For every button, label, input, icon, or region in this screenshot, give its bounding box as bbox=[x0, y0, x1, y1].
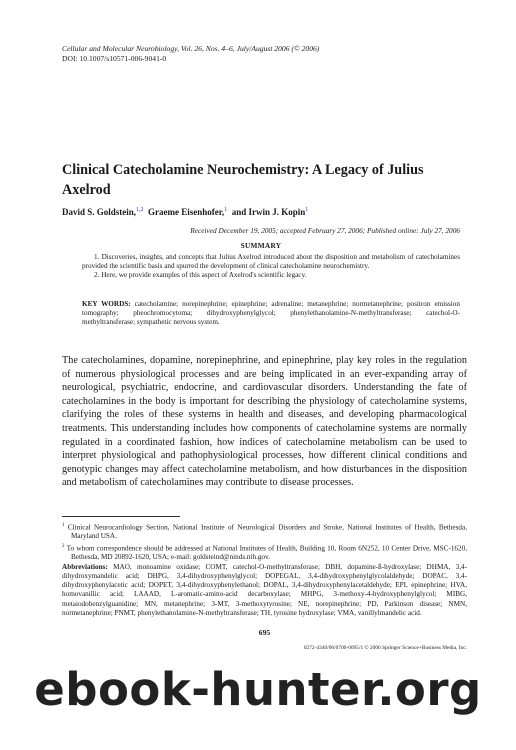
copyright-line: 0272-4340/06/0700-0695/1 © 2006 Springer Science+Business Media, Inc. bbox=[303, 645, 467, 651]
summary-heading: SUMMARY bbox=[240, 241, 282, 250]
author-affiliation-link[interactable]: 1 bbox=[305, 207, 309, 213]
footnote-2 bbox=[62, 542, 467, 563]
summary bbox=[82, 253, 460, 281]
footnote-text: Clinical Neurocardiology Section, National Institute of Neurological Disorders and Stroke, National Institutes of Health, Bethesda, Maryland USA. bbox=[67, 523, 467, 541]
journal-header bbox=[62, 44, 482, 64]
footnote-rule bbox=[62, 516, 180, 517]
summary-point: 2. Here, we provide examples of this aspect of Axelrod's scientific legacy. bbox=[94, 271, 307, 280]
abbreviations-text: MAO, monoamine oxidase; COMT, catechol-O-methyltransferase; DBH, dopamine-ß-hydroxylase; DHMA, 3,4-dihydroxymandelic acid; DHPG, 3,4-dihydroxyphenylglycol; DOPEGAL, 3,4-dihydroxyphenylglycolaldehyde; DOPAC, 3,4-dihydroxyphenylacetic acid; DOPET, 3,4-dihydroxyphenylethanol; DOPAL, 3,4-dihydroxyphenylacetaldehyde; EPI, epinephrine; HVA, homovanillic acid; LAAAD, L-aromatic-amino-acid decarboxylase; MHPG, 3-methoxy-4-hydroxyphenylglycol; MIBG, metaiodobenzylguanidine; MN, metanephrine; 3-MT, 3-methoxytyrosine; NE, norepinephrine; PD, Parkinson disease; NMN, normetanephrine; PNMT, phenylethanolamine-N-methyltransferase; TH, tyrosine hydroxylase; VMA, vanillylmandelic acid. bbox=[62, 563, 468, 617]
author-name: Graeme Eisenhofer, bbox=[148, 207, 225, 217]
footnotes bbox=[62, 521, 467, 618]
keywords-label: KEY WORDS: bbox=[82, 300, 131, 308]
footnote-mark: 2 bbox=[62, 543, 65, 549]
keywords bbox=[82, 300, 460, 328]
author-affiliation-link[interactable]: 1 bbox=[224, 207, 228, 213]
page-number: 695 bbox=[258, 628, 271, 637]
abbreviations-label: Abbreviations: bbox=[62, 563, 108, 572]
author-name: and Irwin J. Kopin bbox=[231, 207, 306, 217]
author-affiliation-link[interactable]: 1,2 bbox=[136, 207, 144, 213]
footnote-1 bbox=[62, 521, 467, 542]
body-paragraph: The catecholamines, dopamine, norepinephrine, and epinephrine, play key roles in the regulation of numerous physiological processes and are being implicated in an ever-expanding array of neurological, psychiatric, endocrine, and cardiovascular disorders. Understanding the fate of catecholamines in the body is important for describing the physiology of catecholamine systems, clarifying the roles of these systems in health and diseases, and developing pharmacological treatments. This understanding includes how components of catecholamine systems are normally regulated in a coordinated fashion, how indices of catecholamine metabolism can be used to interpret physiological and pathophysiological processes, how different clinical conditions and genotypic changes may affect catecholamine metabolism, and how disturbances in the disposition and metabolism of catecholamines may contribute to disease processes. bbox=[62, 355, 467, 489]
watermark: ebook-hunter.org bbox=[34, 663, 482, 716]
footnote-text: To whom correspondence should be addressed at National Institutes of Health, Building 10, Room 6N252, 10 Center Drive, MSC-1620, Bethesda, MD 20892-1620, USA; e-mail: goldsteind@ninds.nih.gov. bbox=[66, 543, 468, 562]
author-list bbox=[62, 207, 482, 217]
keywords-text: catecholamine; norepinephrine; epinephrine; adrenaline; metanephrine; normetanephrine; positron emission tomography; pheochromocytoma; dihydroxyphenylglycol; phenylethanolamine-N-methyltransferase; catechol-O-methyltransferase; sympathetic nervous system. bbox=[82, 300, 460, 327]
abbreviations bbox=[62, 563, 467, 618]
author-name: David S. Goldstein, bbox=[62, 207, 137, 217]
journal-citation: Cellular and Molecular Neurobiology, Vol. 26, Nos. 4–6, July/August 2006 (© 2006) bbox=[62, 44, 320, 53]
footnote-mark: 1 bbox=[62, 523, 65, 528]
summary-point: 1. Discoveries, insights, and concepts that Julius Axelrod introduced about the disposition and metabolism of catecholamines provided the scientific basis and spurred the development of clinical catecholamine neurochemistry. bbox=[82, 253, 460, 271]
doi: DOI: 10.1007/s10571-006-9041-0 bbox=[62, 54, 167, 63]
received-dates: Received December 19, 2005; accepted February 27, 2006; Published online: July 27, 2006 bbox=[190, 226, 460, 235]
article-title: Clinical Catecholamine Neurochemistry: A Legacy of Julius Axelrod bbox=[62, 162, 424, 198]
